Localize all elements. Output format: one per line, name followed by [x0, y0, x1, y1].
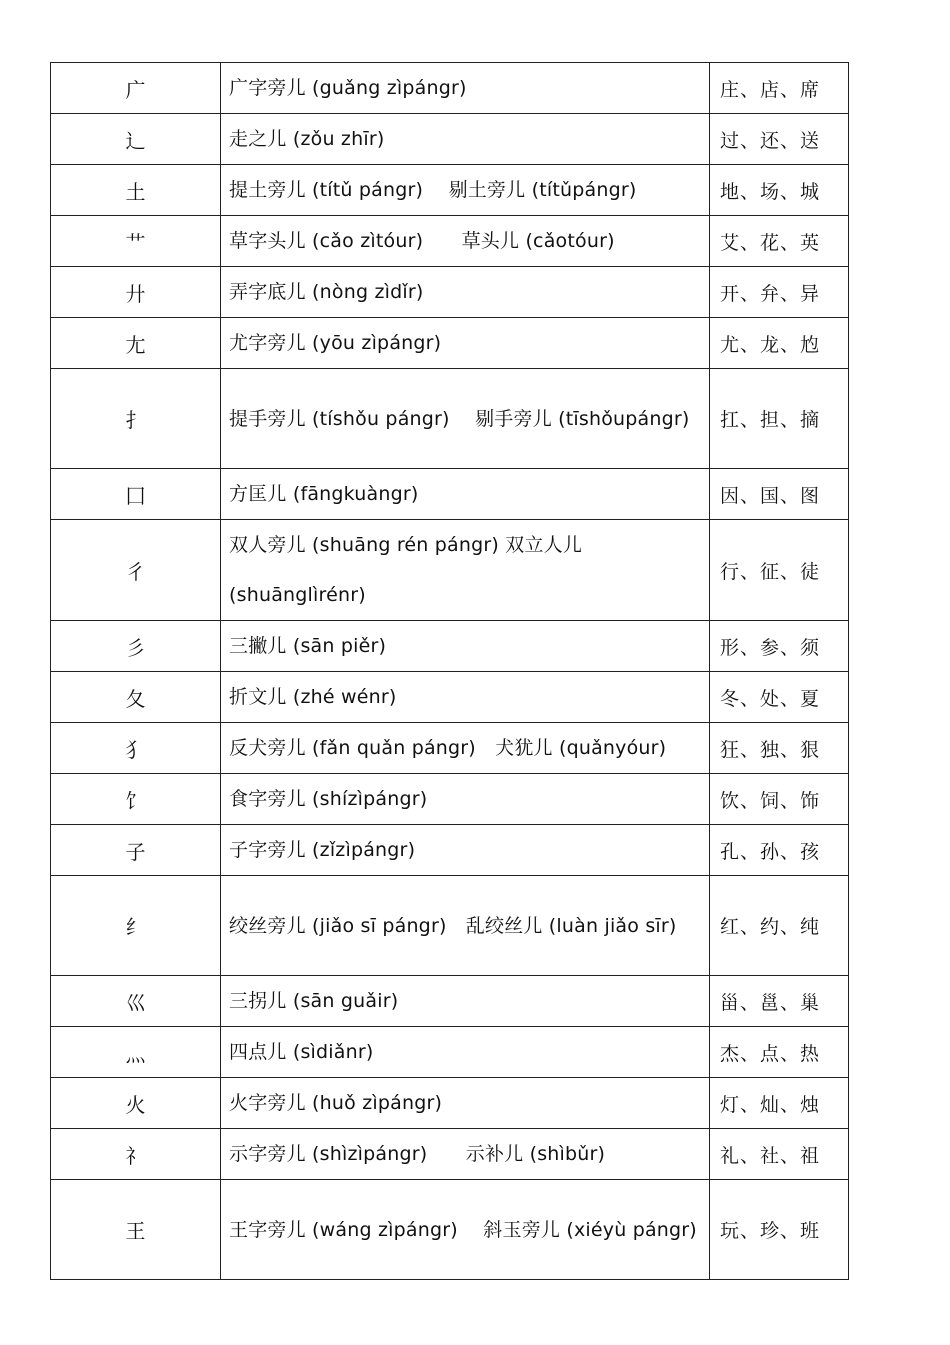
table-row [51, 774, 849, 825]
table-row [51, 1129, 849, 1180]
table-row [51, 1027, 849, 1078]
example-characters-cell: 狂、独、狠 [710, 723, 849, 774]
radical-name-cell: 四点儿 (sìdiǎnr) [221, 1027, 710, 1078]
radical-name-cell: 广字旁儿 (guǎng zìpángr) [221, 63, 710, 114]
table-row [51, 1180, 849, 1280]
table-row [51, 672, 849, 723]
example-characters-cell: 玩、珍、班 [710, 1180, 849, 1280]
radical-name-cell: 示字旁儿 (shìzìpángr) 示补儿 (shìbǔr) [221, 1129, 710, 1180]
radical-cell: 彳 [51, 520, 221, 621]
radical-name-cell: 方匡儿 (fāngkuàngr) [221, 469, 710, 520]
table-row [51, 825, 849, 876]
radical-cell: 尢 [51, 318, 221, 369]
table-row [51, 369, 849, 469]
example-characters-cell: 杰、点、热 [710, 1027, 849, 1078]
radical-name-cell: 火字旁儿 (huǒ zìpángr) [221, 1078, 710, 1129]
radical-name-cell: 提土旁儿 (títǔ pángr) 剔土旁儿 (títǔpángr) [221, 165, 710, 216]
example-characters-cell: 形、参、须 [710, 621, 849, 672]
radicals-table [50, 62, 849, 1280]
table-row [51, 114, 849, 165]
radical-name-cell: 草字头儿 (cǎo zìtóur) 草头儿 (cǎotóur) [221, 216, 710, 267]
radical-cell: 辶 [51, 114, 221, 165]
radical-name-cell: 走之儿 (zǒu zhīr) [221, 114, 710, 165]
example-characters-cell: 艾、花、英 [710, 216, 849, 267]
radical-name-cell: 折文儿 (zhé wénr) [221, 672, 710, 723]
radical-name-cell: 食字旁儿 (shízìpángr) [221, 774, 710, 825]
radical-name-cell: 子字旁儿 (zǐzìpángr) [221, 825, 710, 876]
example-characters-cell: 地、场、城 [710, 165, 849, 216]
radical-name-cell: 绞丝旁儿 (jiǎo sī pángr) 乱绞丝儿 (luàn jiǎo sīr) [221, 876, 710, 976]
radical-name-cell: 反犬旁儿 (fǎn quǎn pángr) 犬犹儿 (quǎnyóur) [221, 723, 710, 774]
table-row [51, 723, 849, 774]
radical-cell: 土 [51, 165, 221, 216]
table-row [51, 520, 849, 621]
example-characters-cell: 过、还、送 [710, 114, 849, 165]
radical-cell: 子 [51, 825, 221, 876]
example-characters-cell: 行、征、徒 [710, 520, 849, 621]
radical-cell: 礻 [51, 1129, 221, 1180]
example-characters-cell: 孔、孙、孩 [710, 825, 849, 876]
radical-cell: 广 [51, 63, 221, 114]
example-characters-cell: 灯、灿、烛 [710, 1078, 849, 1129]
table-row [51, 63, 849, 114]
table-row [51, 976, 849, 1027]
example-characters-cell: 红、约、纯 [710, 876, 849, 976]
radical-name-cell: 三拐儿 (sān guǎir) [221, 976, 710, 1027]
radical-cell: 囗 [51, 469, 221, 520]
radical-cell: 彡 [51, 621, 221, 672]
radical-cell: 灬 [51, 1027, 221, 1078]
radical-cell: 犭 [51, 723, 221, 774]
radical-cell: 火 [51, 1078, 221, 1129]
radical-name-cell: 尤字旁儿 (yōu zìpángr) [221, 318, 710, 369]
radical-cell: 王 [51, 1180, 221, 1280]
radical-cell: 饣 [51, 774, 221, 825]
radical-cell: 夂 [51, 672, 221, 723]
example-characters-cell: 因、国、图 [710, 469, 849, 520]
table-row [51, 621, 849, 672]
example-characters-cell: 饮、饲、饰 [710, 774, 849, 825]
table-row [51, 876, 849, 976]
radical-cell: 廾 [51, 267, 221, 318]
table-row [51, 165, 849, 216]
radical-cell: 巛 [51, 976, 221, 1027]
radical-name-cell: 提手旁儿 (tíshǒu pángr) 剔手旁儿 (tīshǒupángr) [221, 369, 710, 469]
example-characters-cell: 礼、社、祖 [710, 1129, 849, 1180]
example-characters-cell: 冬、处、夏 [710, 672, 849, 723]
example-characters-cell: 扛、担、摘 [710, 369, 849, 469]
table-row [51, 216, 849, 267]
radical-name-cell: 双人旁儿 (shuāng rén pángr) 双立人儿 (shuānglìrénr) [221, 520, 710, 621]
table-row [51, 318, 849, 369]
radical-cell: 扌 [51, 369, 221, 469]
table-row [51, 469, 849, 520]
example-characters-cell: 庄、店、席 [710, 63, 849, 114]
example-characters-cell: 尤、龙、尥 [710, 318, 849, 369]
radical-cell: 艹 [51, 216, 221, 267]
radical-name-cell: 弄字底儿 (nòng zìdǐr) [221, 267, 710, 318]
radical-cell: 纟 [51, 876, 221, 976]
table-row [51, 267, 849, 318]
example-characters-cell: 甾、邕、巢 [710, 976, 849, 1027]
example-characters-cell: 开、弁、异 [710, 267, 849, 318]
radical-name-cell: 三撇儿 (sān piěr) [221, 621, 710, 672]
radical-name-cell: 王字旁儿 (wáng zìpángr) 斜玉旁儿 (xiéyù pángr) [221, 1180, 710, 1280]
table-row [51, 1078, 849, 1129]
